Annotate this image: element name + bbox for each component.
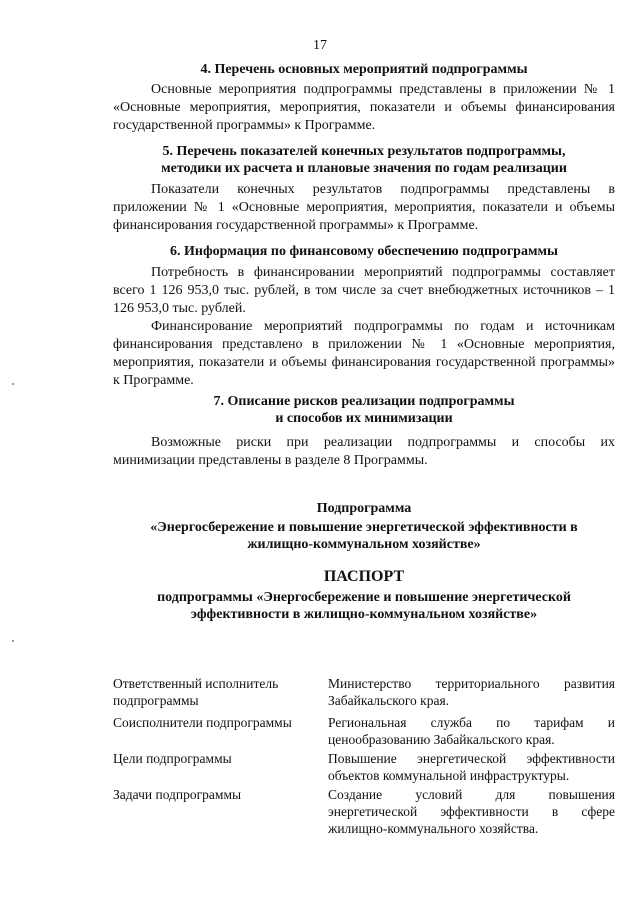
passport-row-label: Цели подпрограммы — [113, 751, 232, 766]
section-6-body — [113, 264, 615, 390]
section-5-body — [113, 181, 615, 235]
scan-mark — [12, 383, 14, 385]
section-5-paragraph: Показатели конечных результатов подпрограммы представлены в приложении № 1 «Основные мероприятия, мероприятия, показатели и объемы финансирования государственной программы» к Программе. — [113, 182, 615, 233]
section-4-paragraph: Основные мероприятия подпрограммы представлены в приложении № 1 «Основные мероприятия, мероприятия, показатели и объемы финансирования государственной программы» к Программе. — [113, 82, 615, 133]
section-6-paragraph-2: Финансирование мероприятий подпрограммы по годам и источникам финансирования представлено в приложении № 1 «Основные мероприятия, мероприятия, показатели и объемы финансирования государственной программы» к Программе. — [113, 319, 615, 388]
section-6-paragraph-1: Потребность в финансировании мероприятий подпрограммы составляет всего 1 126 953,0 тыс. рублей, в том числе за счет внебюджетных источников – 1 126 953,0 тыс. рублей. — [113, 265, 615, 316]
passport-row-label: Ответственный исполнитель подпрограммы — [113, 676, 279, 708]
subprogram-name-line2: жилищно-коммунальном хозяйстве» — [247, 537, 481, 552]
passport-subtitle-line1: подпрограммы «Энергосбережение и повышение энергетической — [157, 590, 571, 605]
passport-row — [113, 675, 615, 709]
subprogram-title — [113, 500, 615, 553]
passport-row-label: Задачи подпрограммы — [113, 787, 242, 802]
page-number: 17 — [313, 38, 327, 53]
section-7-heading-line1: 7. Описание рисков реализации подпрограммы — [213, 394, 515, 409]
section-6-heading: 6. Информация по финансовому обеспечению подпрограммы — [170, 244, 558, 259]
passport-row-value: Региональная служба по тарифам и ценообразованию Забайкальского края. — [328, 715, 615, 747]
section-7-paragraph: Возможные риски при реализации подпрограммы и способы их минимизации представлены в разделе 8 Программы. — [113, 435, 615, 468]
passport-subtitle-line2: эффективности в жилищно-коммунальном хозяйстве» — [190, 607, 538, 622]
section-7 — [113, 393, 615, 427]
subprogram-label: Подпрограмма — [316, 501, 412, 516]
section-4-body — [113, 81, 615, 135]
section-6 — [113, 243, 615, 260]
section-4-heading: 4. Перечень основных мероприятий подпрограммы — [200, 62, 528, 77]
section-5-heading-line1: 5. Перечень показателей конечных результатов подпрограммы, — [162, 144, 566, 159]
passport-row — [113, 714, 615, 748]
passport-row — [113, 750, 615, 784]
section-4 — [113, 61, 615, 78]
passport-row-value: Министерство территориального развития Забайкальского края. — [328, 676, 615, 708]
passport-row-label: Соисполнители подпрограммы — [113, 715, 292, 730]
passport-row — [113, 786, 615, 837]
scan-mark — [12, 640, 14, 642]
section-7-body — [113, 434, 615, 470]
passport-row-value: Создание условий для повышения энергетической эффективности в сфере жилищно-коммунального хозяйства. — [328, 787, 615, 836]
passport-title: ПАСПОРТ — [323, 568, 405, 585]
section-7-heading-line2: и способов их минимизации — [275, 411, 453, 426]
section-5 — [113, 143, 615, 177]
section-5-heading-line2: методики их расчета и плановые значения по годам реализации — [161, 161, 567, 176]
passport-title-block — [113, 568, 615, 623]
passport-row-value: Повышение энергетической эффективности объектов коммунальной инфраструктуры. — [328, 751, 615, 783]
subprogram-name-line1: «Энергосбережение и повышение энергетической эффективности в — [150, 520, 578, 535]
